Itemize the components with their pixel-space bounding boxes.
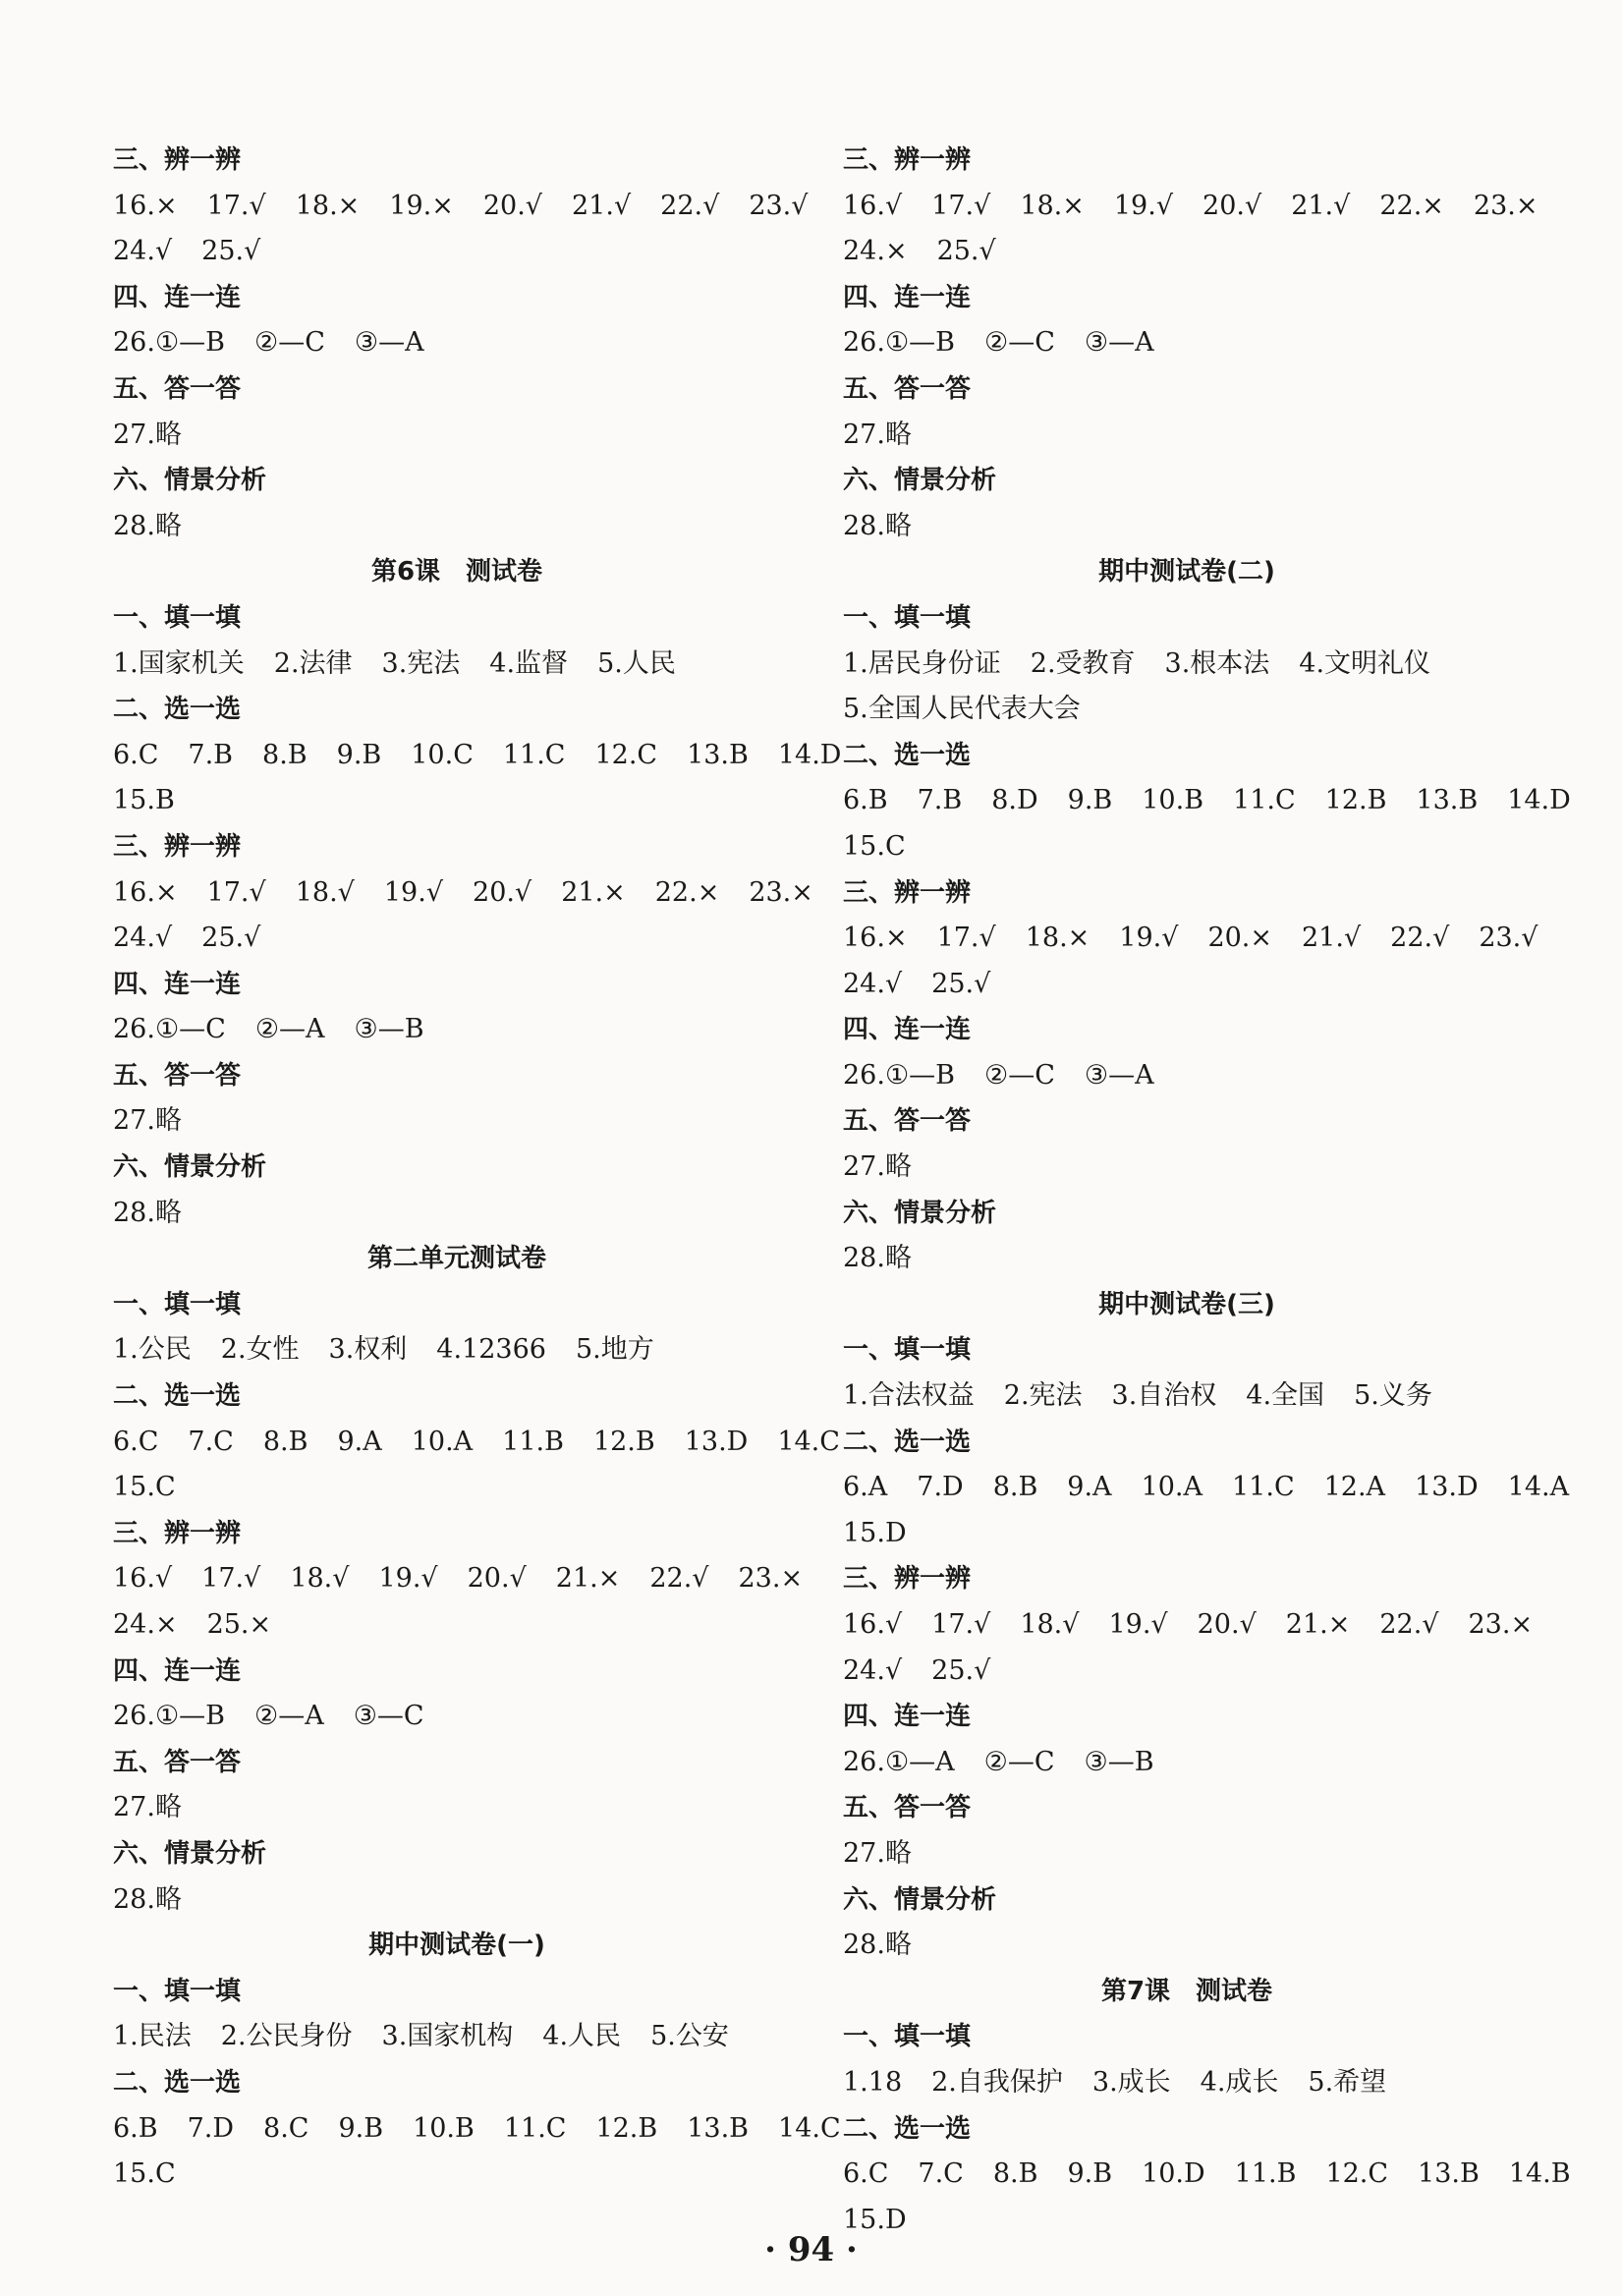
answer-item: 9.A: [337, 1426, 382, 1457]
answer-line: [113, 642, 801, 688]
question-type-heading: 四、连一连: [843, 282, 972, 312]
answer-item: 10.C: [411, 739, 474, 770]
answer-line: [843, 413, 1531, 459]
section-title: 期中测试卷(二): [1098, 557, 1275, 588]
question-type-heading: 四、连一连: [113, 969, 242, 999]
answer-item: 3.权利: [328, 1334, 408, 1366]
answer-item: 24.√: [843, 968, 903, 999]
answer-item: 27.略: [843, 1151, 912, 1183]
answer-item: ③—B: [1084, 1746, 1154, 1777]
answer-item: 20.√: [1197, 1609, 1257, 1640]
answer-item: 28.略: [113, 510, 182, 541]
answer-item: 15.D: [843, 1517, 907, 1548]
answer-item: 6.B: [113, 2112, 158, 2144]
question-type-heading: 四、连一连: [113, 1655, 242, 1686]
answer-item: 17.√: [206, 190, 266, 221]
answer-line: [843, 2152, 1571, 2198]
answer-item: 14.D: [1507, 785, 1571, 816]
answer-item: 19.×: [389, 190, 454, 221]
answer-item: 12.B: [1324, 785, 1387, 816]
question-type-heading: 三、辨一辨: [843, 877, 972, 908]
answer-item: ③—A: [354, 327, 424, 359]
answer-item: 1.公民: [113, 1334, 192, 1366]
answer-line: [113, 229, 801, 275]
answer-item: ②—A: [254, 1014, 325, 1045]
answer-line: [113, 2152, 801, 2198]
answer-line: [113, 320, 801, 366]
section-title: 第二单元测试卷: [366, 1244, 546, 1274]
answer-item: 27.略: [113, 1792, 182, 1823]
question-type-heading: 五、答一答: [843, 373, 972, 404]
right-column: [843, 138, 1571, 2243]
answer-item: 21.√: [1302, 923, 1362, 954]
answer-item: 21.√: [1291, 190, 1351, 221]
question-type-heading: 三、辨一辨: [843, 145, 972, 175]
answer-item: 1.民法: [113, 2021, 192, 2052]
answer-line: [113, 413, 801, 459]
answer-line: [113, 916, 801, 962]
answer-line: [113, 1098, 801, 1145]
question-type-heading: 二、选一选: [113, 695, 242, 725]
answer-item: 16.×: [113, 876, 178, 908]
answer-item: 20.√: [1203, 190, 1262, 221]
answer-item: 3.成长: [1091, 2066, 1171, 2098]
answer-item: 22.×: [1379, 190, 1444, 221]
answer-item: 21.√: [572, 190, 632, 221]
answer-line: [843, 229, 1531, 275]
answer-item: 4.全国: [1246, 1380, 1325, 1412]
question-type-heading: 二、选一选: [843, 740, 972, 770]
answer-line: [113, 1465, 801, 1511]
question-type-heading: 六、情景分析: [843, 1198, 997, 1228]
answer-item: 13.D: [684, 1426, 749, 1457]
answer-item: 8.B: [992, 1472, 1038, 1503]
answer-item: 21.×: [555, 1563, 621, 1595]
section-title: 期中测试卷(三): [1098, 1289, 1275, 1319]
answer-item: 16.√: [113, 1563, 173, 1595]
answer-item: 19.√: [1113, 190, 1174, 221]
question-type-heading: 一、填一填: [113, 602, 242, 633]
answer-item: 26.①—B: [843, 1059, 955, 1091]
answer-item: 23.×: [738, 1563, 804, 1595]
answer-item: 14.C: [778, 2112, 841, 2144]
answer-item: 16.×: [113, 190, 178, 221]
answer-item: 1.18: [843, 2066, 903, 2098]
answer-item: 5.人民: [597, 647, 676, 679]
section-title: 第6课 测试卷: [370, 557, 543, 588]
answer-item: ②—C: [983, 1746, 1055, 1777]
answer-item: 23.√: [749, 190, 809, 221]
answer-item: 10.B: [1142, 785, 1204, 816]
question-type-heading: 四、连一连: [843, 1015, 972, 1045]
answer-line: [113, 1420, 840, 1466]
answer-line: [843, 1602, 1534, 1649]
answer-item: 2.女性: [220, 1334, 300, 1366]
answer-line: [113, 1007, 801, 1053]
answer-item: 18.×: [1020, 190, 1085, 221]
answer-item: 20.√: [467, 1563, 527, 1595]
answer-item: 28.略: [843, 1243, 912, 1274]
answer-item: 8.B: [992, 2158, 1038, 2190]
answer-item: 3.自治权: [1111, 1380, 1217, 1412]
answer-item: 6.C: [113, 739, 159, 770]
answer-item: 12.C: [1325, 2158, 1389, 2190]
answer-item: 16.×: [843, 923, 908, 954]
answer-item: 1.国家机关: [113, 647, 245, 679]
answer-item: 17.√: [931, 1609, 991, 1640]
answer-item: 23.×: [1473, 190, 1538, 221]
answer-line: [113, 184, 809, 230]
answer-item: 24.√: [113, 236, 173, 267]
answer-line: [113, 1877, 801, 1924]
question-type-heading: 三、辨一辨: [113, 831, 242, 862]
answer-item: 17.√: [936, 923, 996, 954]
answer-item: 13.B: [1416, 785, 1479, 816]
answer-item: ②—C: [984, 327, 1055, 359]
answer-item: 6.C: [113, 1426, 159, 1457]
question-type-heading: 一、填一填: [113, 1289, 242, 1319]
answer-item: 26.①—B: [843, 327, 955, 359]
answer-item: 17.√: [931, 190, 991, 221]
answer-line: [843, 962, 1531, 1008]
answer-item: 11.C: [502, 739, 566, 770]
question-type-heading: 五、答一答: [843, 1793, 972, 1823]
answer-line: [113, 1191, 801, 1237]
answer-item: 4.监督: [489, 647, 569, 679]
answer-item: 17.√: [201, 1563, 261, 1595]
answer-line: [843, 916, 1538, 962]
answer-line: [843, 184, 1538, 230]
answer-line: [843, 1465, 1570, 1511]
answer-item: 27.略: [113, 419, 182, 450]
answer-item: 17.√: [206, 876, 266, 908]
answer-item: 4.文明礼仪: [1299, 647, 1431, 679]
answer-item: 11.C: [503, 2112, 567, 2144]
answer-item: 13.B: [1418, 2158, 1480, 2190]
answer-item: 16.√: [843, 190, 903, 221]
answer-item: 21.×: [561, 876, 626, 908]
question-type-heading: 二、选一选: [843, 2113, 972, 2144]
left-column: [113, 138, 842, 2198]
answer-item: 6.B: [843, 785, 888, 816]
answer-line: [113, 1694, 801, 1740]
question-type-heading: 六、情景分析: [113, 1838, 267, 1869]
answer-item: 25.√: [201, 236, 261, 267]
answer-item: 20.√: [482, 190, 542, 221]
answer-line: [113, 2014, 801, 2060]
question-type-heading: 五、答一答: [113, 1747, 242, 1777]
answer-item: 18.√: [295, 876, 355, 908]
answer-item: 22.√: [649, 1563, 709, 1595]
answer-item: 4.12366: [436, 1334, 546, 1366]
answer-item: 14.B: [1508, 2158, 1571, 2190]
answer-item: 5.义务: [1354, 1380, 1432, 1412]
answer-item: 10.B: [413, 2112, 475, 2144]
answer-item: 19.√: [383, 876, 444, 908]
answer-item: 26.①—B: [113, 327, 225, 359]
question-type-heading: 二、选一选: [113, 2067, 242, 2098]
answer-item: 18.×: [295, 190, 361, 221]
answer-item: 5.全国人民代表大会: [843, 694, 1081, 725]
question-type-heading: 三、辨一辨: [113, 1518, 242, 1548]
answer-line: [113, 778, 801, 824]
answer-item: 5.地方: [575, 1334, 654, 1366]
answer-item: 4.人民: [542, 2021, 622, 2052]
answer-line: [843, 2060, 1531, 2106]
answer-line: [843, 1053, 1531, 1099]
answer-item: 28.略: [113, 1197, 182, 1228]
answer-item: 22.×: [654, 876, 720, 908]
answer-line: [843, 1511, 1531, 1557]
answer-line: [113, 504, 801, 550]
answer-item: 23.×: [749, 876, 813, 908]
answer-item: 3.宪法: [381, 647, 461, 679]
answer-item: 2.法律: [273, 647, 353, 679]
answer-item: 2.宪法: [1003, 1380, 1083, 1412]
answer-item: 2.受教育: [1030, 647, 1136, 679]
answer-item: 18.√: [290, 1563, 350, 1595]
answer-line: [843, 642, 1531, 688]
answer-item: 10.A: [411, 1426, 474, 1457]
answer-line: [843, 320, 1531, 366]
answer-line: [843, 1373, 1531, 1420]
page-number: · 94 ·: [764, 2230, 858, 2269]
answer-item: 9.B: [1067, 2158, 1113, 2190]
question-type-heading: 一、填一填: [843, 2022, 972, 2052]
answer-line: [843, 1145, 1531, 1191]
answer-item: 15.C: [113, 1472, 176, 1503]
answer-item: 15.D: [843, 2204, 907, 2235]
answer-item: 7.C: [918, 2158, 964, 2190]
answer-item: 26.①—A: [843, 1746, 955, 1777]
answer-item: 12.B: [592, 1426, 655, 1457]
answer-item: ②—C: [984, 1059, 1055, 1091]
section-title: 第7课 测试卷: [1100, 1976, 1273, 2006]
answer-item: 9.B: [338, 2112, 384, 2144]
answer-item: 26.①—B: [113, 1701, 225, 1732]
answer-line: [843, 824, 1531, 870]
answer-line: [843, 1236, 1531, 1282]
answer-item: 7.B: [917, 785, 963, 816]
answer-item: 5.希望: [1308, 2066, 1387, 2098]
answer-line: [843, 1740, 1531, 1786]
answer-item: 28.略: [843, 1930, 912, 1961]
answer-item: 1.居民身份证: [843, 647, 1001, 679]
answer-item: 22.√: [1390, 923, 1450, 954]
answer-item: 25.√: [936, 236, 996, 267]
answer-item: 7.B: [188, 739, 234, 770]
answer-item: 25.√: [931, 968, 991, 999]
answer-item: 28.略: [113, 1883, 182, 1915]
answer-line: [843, 1649, 1531, 1695]
answer-item: 22.√: [1379, 1609, 1439, 1640]
answer-item: 3.根本法: [1164, 647, 1270, 679]
answer-item: 24.×: [113, 1609, 178, 1640]
answer-item: 22.√: [660, 190, 720, 221]
answer-line: [113, 1327, 801, 1373]
answer-item: ③—B: [354, 1014, 424, 1045]
answer-item: 25.√: [931, 1654, 991, 1686]
question-type-heading: 一、填一填: [843, 602, 972, 633]
answer-item: 19.√: [1108, 1609, 1168, 1640]
answer-line: [113, 1785, 801, 1831]
answer-item: 15.B: [113, 785, 175, 816]
answer-item: 12.B: [595, 2112, 658, 2144]
answer-item: 24.×: [843, 236, 908, 267]
question-type-heading: 六、情景分析: [113, 466, 267, 496]
answer-line: [113, 870, 813, 917]
answer-item: 11.B: [502, 1426, 564, 1457]
answer-item: 6.A: [843, 1472, 888, 1503]
answer-item: 28.略: [843, 510, 912, 541]
answer-item: 7.D: [917, 1472, 964, 1503]
answer-item: ③—A: [1084, 327, 1154, 359]
question-type-heading: 二、选一选: [843, 1427, 972, 1457]
answer-item: 26.①—C: [113, 1014, 226, 1045]
answer-line: [843, 687, 1531, 733]
question-type-heading: 六、情景分析: [843, 1884, 997, 1915]
question-type-heading: 六、情景分析: [113, 1152, 267, 1183]
answer-item: 13.D: [1415, 1472, 1479, 1503]
answer-item: 7.D: [187, 2112, 235, 2144]
answer-item: 24.√: [113, 923, 173, 954]
answer-item: 8.D: [991, 785, 1038, 816]
question-type-heading: 四、连一连: [113, 282, 242, 312]
answer-item: 11.C: [1232, 1472, 1295, 1503]
answer-item: 9.A: [1067, 1472, 1112, 1503]
answer-item: 23.√: [1479, 923, 1538, 954]
answer-line: [843, 504, 1531, 550]
question-type-heading: 五、答一答: [113, 373, 242, 404]
answer-item: 27.略: [843, 419, 912, 450]
answer-item: 25.√: [201, 923, 261, 954]
answer-item: 7.C: [188, 1426, 234, 1457]
answer-item: 10.A: [1141, 1472, 1203, 1503]
question-type-heading: 三、辨一辨: [843, 1564, 972, 1595]
answer-item: 11.C: [1233, 785, 1296, 816]
answer-item: 20.√: [473, 876, 532, 908]
answer-item: 3.国家机构: [381, 2021, 514, 2052]
answer-item: 10.D: [1142, 2158, 1205, 2190]
question-type-heading: 一、填一填: [843, 1335, 972, 1366]
answer-item: 19.√: [378, 1563, 438, 1595]
answer-item: 18.×: [1025, 923, 1091, 954]
answer-item: 6.C: [843, 2158, 889, 2190]
answer-item: ③—A: [1084, 1059, 1154, 1091]
answer-item: 24.√: [843, 1654, 903, 1686]
answer-item: 21.×: [1285, 1609, 1351, 1640]
answer-item: 13.B: [687, 2112, 750, 2144]
answer-item: 16.√: [843, 1609, 903, 1640]
answer-item: 27.略: [113, 1105, 182, 1137]
answer-item: 12.C: [594, 739, 658, 770]
section-title: 期中测试卷(一): [368, 1931, 545, 1961]
answer-item: ②—A: [254, 1701, 324, 1732]
answer-item: 11.B: [1234, 2158, 1297, 2190]
answer-item: 9.B: [336, 739, 382, 770]
answer-line: [113, 1556, 804, 1602]
answer-line: [843, 1831, 1531, 1877]
answer-item: 25.×: [206, 1609, 272, 1640]
answer-item: 2.自我保护: [931, 2066, 1063, 2098]
answer-item: ③—C: [353, 1701, 424, 1732]
question-type-heading: 四、连一连: [843, 1702, 972, 1732]
answer-item: 5.公安: [650, 2021, 729, 2052]
answer-line: [113, 1602, 801, 1649]
answer-item: 19.√: [1119, 923, 1179, 954]
answer-item: 20.×: [1207, 923, 1272, 954]
answer-item: 8.C: [263, 2112, 309, 2144]
answer-item: 13.B: [687, 739, 749, 770]
answer-item: 1.合法权益: [843, 1380, 975, 1412]
question-type-heading: 一、填一填: [113, 1976, 242, 2006]
answer-item: 9.B: [1067, 785, 1113, 816]
answer-item: 14.D: [777, 739, 842, 770]
answer-item: 4.成长: [1200, 2066, 1279, 2098]
question-type-heading: 五、答一答: [843, 1106, 972, 1137]
answer-item: 2.公民身份: [220, 2021, 353, 2052]
question-type-heading: 六、情景分析: [843, 466, 997, 496]
answer-item: 14.A: [1507, 1472, 1570, 1503]
question-type-heading: 三、辨一辨: [113, 145, 242, 175]
answer-line: [843, 1923, 1531, 1969]
answer-line: [843, 778, 1571, 824]
answer-item: 15.C: [113, 2158, 176, 2190]
answer-line: [113, 733, 842, 779]
answer-item: 14.C: [777, 1426, 840, 1457]
answer-item: 8.B: [262, 1426, 308, 1457]
answer-item: 27.略: [843, 1837, 912, 1869]
answer-item: 8.B: [262, 739, 308, 770]
answer-item: 23.×: [1468, 1609, 1534, 1640]
answer-item: 12.A: [1323, 1472, 1386, 1503]
question-type-heading: 五、答一答: [113, 1060, 242, 1091]
answer-line: [113, 2106, 841, 2153]
question-type-heading: 二、选一选: [113, 1381, 242, 1412]
answer-item: ②—C: [254, 327, 325, 359]
answer-item: 18.√: [1020, 1609, 1080, 1640]
answer-item: 15.C: [843, 830, 906, 862]
